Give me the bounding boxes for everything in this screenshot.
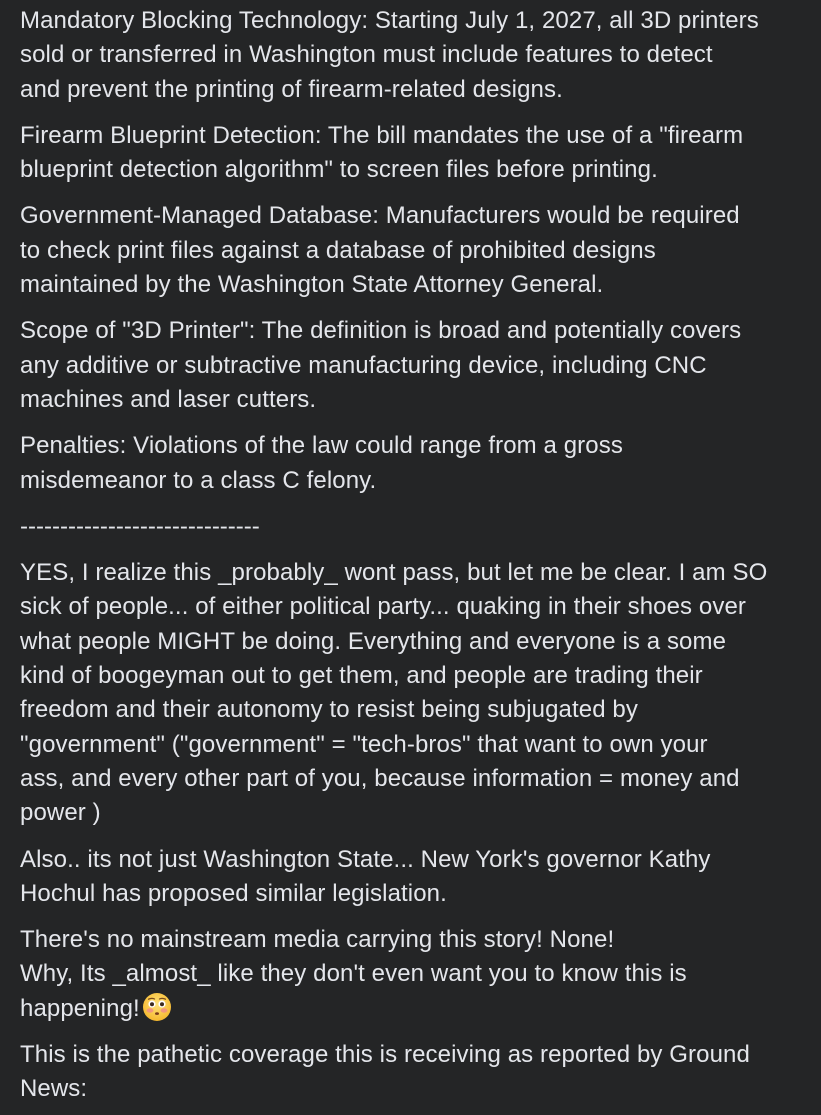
post-paragraph-opinion — [20, 556, 803, 830]
post-paragraph-penalties — [20, 429, 803, 498]
text-line: sold or transferred in Washington must include features to detect — [20, 41, 713, 69]
text-line: freedom and their autonomy to resist being subjugated by — [20, 696, 638, 724]
text-fragment: happening! — [20, 994, 140, 1022]
post-paragraph-blueprint-detection — [20, 119, 803, 188]
text-line: Firearm Blueprint Detection: The bill mandates the use of a "firearm — [20, 121, 744, 149]
text-line: Hochul has proposed similar legislation. — [20, 879, 447, 907]
text-line: Government-Managed Database: Manufacturers would be required — [20, 202, 740, 230]
text-line: and prevent the printing of firearm-related designs. — [20, 75, 563, 103]
text-line: This is the pathetic coverage this is receiving as reported by Ground — [20, 1041, 750, 1069]
flushed-face-emoji-icon — [142, 992, 172, 1022]
text-line: Mandatory Blocking Technology: Starting July 1, 2027, all 3D printers — [20, 7, 759, 34]
text-line: to check print files against a database of prohibited designs — [20, 236, 656, 264]
text-line: YES, I realize this _probably_ wont pass, but let me be clear. I am SO — [20, 559, 768, 587]
text-line: maintained by the Washington State Attorney General. — [20, 271, 604, 299]
post-paragraph-scope — [20, 314, 803, 417]
text-line: machines and laser cutters. — [20, 385, 317, 413]
post-paragraph-coverage — [20, 1038, 803, 1107]
text-line: kind of boogeyman out to get them, and people are trading their — [20, 662, 703, 690]
text-line: power ) — [20, 799, 101, 827]
text-line: News: — [20, 1075, 88, 1103]
text-line: blueprint detection algorithm" to screen files before printing. — [20, 156, 658, 184]
text-line: Also.. its not just Washington State... New York's governor Kathy — [20, 845, 711, 873]
post-paragraph-blocking-technology — [20, 4, 803, 107]
text-line: Why, Its _almost_ like they don't even want you to know this is — [20, 960, 687, 988]
text-line: sick of people... of either political party... quaking in their shoes over — [20, 593, 747, 621]
text-line: misdemeanor to a class C felony. — [20, 466, 377, 494]
text-line: ass, and every other part of you, because information = money and — [20, 764, 740, 792]
text-line: any additive or subtractive manufacturing device, including CNC — [20, 351, 707, 379]
text-line-with-emoji — [20, 992, 803, 1026]
text-line: what people MIGHT be doing. Everything and everyone is a some — [20, 627, 727, 655]
text-line: "government" ("government" = "tech-bros" that want to own your — [20, 730, 708, 758]
post-paragraph-new-york — [20, 843, 803, 912]
text-divider: ------------------------------ — [20, 512, 260, 540]
post-paragraph-government-database — [20, 199, 803, 302]
text-line: There's no mainstream media carrying this story! None! — [20, 926, 615, 954]
text-line: Penalties: Violations of the law could range from a gross — [20, 432, 623, 460]
text-line: Scope of "3D Printer": The definition is broad and potentially covers — [20, 317, 742, 345]
post-paragraph-media — [20, 923, 803, 1026]
